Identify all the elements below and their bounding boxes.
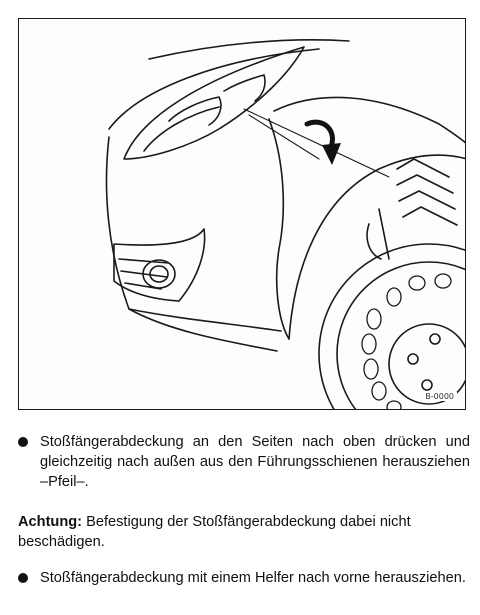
- headlight-detail: [144, 107, 219, 151]
- hood-edge-line: [109, 49, 319, 129]
- warning-note: [18, 512, 470, 552]
- bullet-icon: [18, 573, 28, 583]
- grille-slats: [119, 259, 169, 289]
- headlight-detail: [224, 75, 265, 101]
- warning-label: Achtung:: [18, 514, 83, 530]
- lug-nut: [422, 380, 432, 390]
- bumper-removal-drawing: [19, 19, 466, 410]
- instruction-text: Stoßfängerabdeckung an den Seiten nach oben drücken und gleichzeitig nach außen aus den Führungsschienen herausziehen –Pfeil–.: [40, 434, 470, 490]
- bullet-icon: [18, 437, 28, 447]
- warning-text: Befestigung der Stoßfängerabdeckung dabei nicht beschädigen.: [18, 514, 411, 550]
- lug-nut: [408, 354, 418, 364]
- suspension-spring: [397, 159, 457, 225]
- instruction-step-2: [18, 568, 470, 588]
- wheel-arch-line: [289, 155, 466, 339]
- lug-nut: [430, 334, 440, 344]
- instruction-step-1: [18, 432, 470, 492]
- fender-arch-line: [269, 119, 289, 339]
- suspension-strut: [367, 209, 389, 259]
- wheel-vent-holes: [362, 274, 451, 410]
- pointer-line: [244, 109, 389, 177]
- headlight-detail: [169, 97, 221, 125]
- technical-illustration: [18, 18, 466, 410]
- bumper-cover-outline: [106, 137, 281, 331]
- fog-light-recess: [114, 229, 205, 301]
- figure-code: B-0000: [422, 392, 457, 401]
- bumper-lower-edge: [129, 309, 277, 351]
- instruction-text: Stoßfängerabdeckung mit einem Helfer nach vorne herausziehen.: [40, 570, 466, 586]
- fog-light-lens: [150, 266, 168, 282]
- curved-arrow-down-icon: [307, 122, 341, 165]
